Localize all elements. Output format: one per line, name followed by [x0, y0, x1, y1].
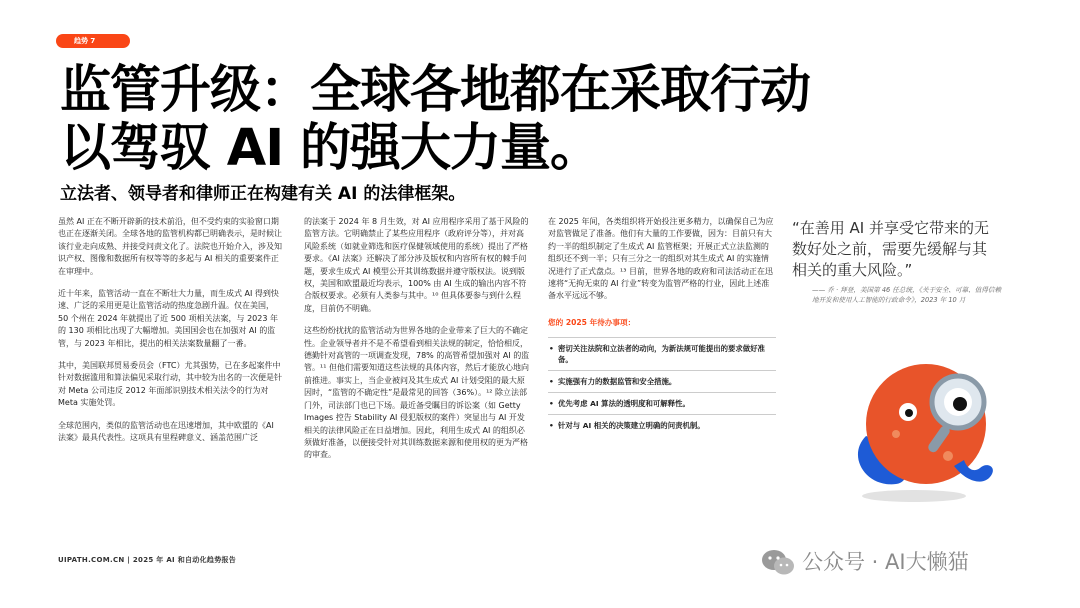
title-line-2: 以驾驭 AI 的强大力量。	[60, 119, 600, 178]
todo-item: • 实施强有力的数据监管和安全措施。	[548, 370, 776, 392]
paragraph: 在 2025 年间，各类组织将开始投注更多精力，以确保自己为应对监管做足了准备。他们有大量的工作要做，因为：目前只有大约一半的组织制定了生成式 AI 监管框架；开展正式立法监测的组织还不到一半；只有三分之一的组织对其生成式 AI 的实施情况进行了正式盘点。¹³ 目前，世界各地的政府和司法活动正在迅速将“无拘无束的 AI 行业”转变为监管严格的行业，因此上述准备水平远远不够。	[548, 217, 774, 301]
page-footer: UIPATH.COM.CN | 2025 年 AI 和自动化趋势报告	[58, 556, 237, 564]
watermark-text: 公众号 · AI大懒猫	[802, 550, 969, 574]
paragraph: 这些纷纷扰扰的监管活动为世界各地的企业带来了巨大的不确定性。企业领导者并不是不希望看到相关法规的制定，恰恰相反，德勤针对高管的一项调查发现，78% 的高管希望加强对 AI 的监管。¹¹ 但他们需要知道这些法规的具体内容，然后才能放心地向前推进。事实上，当企业被问及其生成式 AI 计划受阻的最大原因时，“监管的不确定性”是最常见的回答（36%）。¹² 除立法部门外，司法部门也已下场。最近备受瞩目的诉讼案（如 Getty Images 控告 Stability AI 侵犯版权的案件）突显出与 AI 开发相关的法律风险正在日益增加。因此，利用生成式 AI 的组织必须做好准备，以便接受针对其训练数据来源和使用权的更为严格的审查。	[304, 326, 530, 460]
body-column-3	[548, 216, 776, 436]
quote-source: —— 乔 · 拜登，美国第 46 任总统，《关于安全、可靠、值得信赖地开发和使用人工智能的行政命令》，2023 年 10 月	[812, 286, 1002, 304]
todo-item: • 优先考虑 AI 算法的透明度和可解释性。	[548, 392, 776, 414]
wechat-icon	[760, 548, 796, 578]
trend-tag: 趋势 7	[56, 34, 130, 48]
paragraph: 虽然 AI 正在不断开辟新的技术前沿，但不受约束的实验窗口期也正在逐渐关闭。全球各地的监管机构都已明确表示，是时候让该行业走向成熟、并接受问责文化了。法院也开始介入，涉及知识产权、图像和数据所有权等等的多起与 AI 相关的重要案件正在审理中。	[58, 217, 282, 276]
title-line-1: 监管升级：全球各地都在采取行动	[60, 61, 811, 120]
paragraph: 其中，美国联邦贸易委员会（FTC）尤其强势，已在多起案件中针对数据滥用和算法偏见采取行动，其中较为出名的一次便是针对 Meta 公司违反 2012 年面部识别技术相关法令的行为对 Meta 实施处罚。	[58, 361, 282, 408]
pull-quote: “在善用 AI 并享受它带来的无数好处之前，需要先缓解与其相关的重大风险。”	[792, 219, 989, 279]
page-title	[60, 62, 880, 178]
paragraph: 的法案于 2024 年 8 月生效，对 AI 应用程序采用了基于风险的监管方法。它明确禁止了某些应用程序（政府评分等），并对高风险系统（如就业筛选和医疗保健领域使用的系统）提出了严格要求。《AI 法案》还解决了部分涉及版权和内容所有权的棘手问题，要求生成式 AI 模型公开其训练数据并遵守版权法。说到版权，美国和欧盟最近均表示，100% 由 AI 生成的输出内容不符合版权要求。必须有人类参与其中。¹⁰ 但具体要参与到什么程度，目前仍不明确。	[304, 217, 529, 313]
subtitle: 立法者、领导者和律师正在构建有关 AI 的法律框架。	[60, 184, 466, 204]
mascot-illustration	[826, 316, 1006, 506]
paragraph: 近十年来，监管活动一直在不断壮大力量，而生成式 AI 得到快速、广泛的采用更是让监管活动的热度急剧升温。仅在美国，50 个州在 2024 年就提出了近 500 项相关法案，与 2023 年的 130 项相比出现了大幅增加。美国国会也在加强对 AI 的监管，与 2023 年相比，提出的相关法案数量翻了一番。	[58, 289, 279, 348]
body-column-2	[304, 216, 530, 472]
todo-item: • 针对与 AI 相关的决策建立明确的问责机制。	[548, 414, 776, 436]
paragraph: 全球范围内，类似的监管活动也在迅速增加，其中欧盟的《AI 法案》最具代表性。这项具有里程碑意义、涵盖范围广泛	[58, 420, 274, 443]
todo-box	[548, 317, 776, 436]
body-column-1	[58, 216, 282, 455]
todo-title: 您的 2025 年待办事项：	[548, 317, 636, 327]
todo-item: • 密切关注法院和立法者的动向，为新法规可能提出的要求做好准备。	[548, 337, 776, 370]
